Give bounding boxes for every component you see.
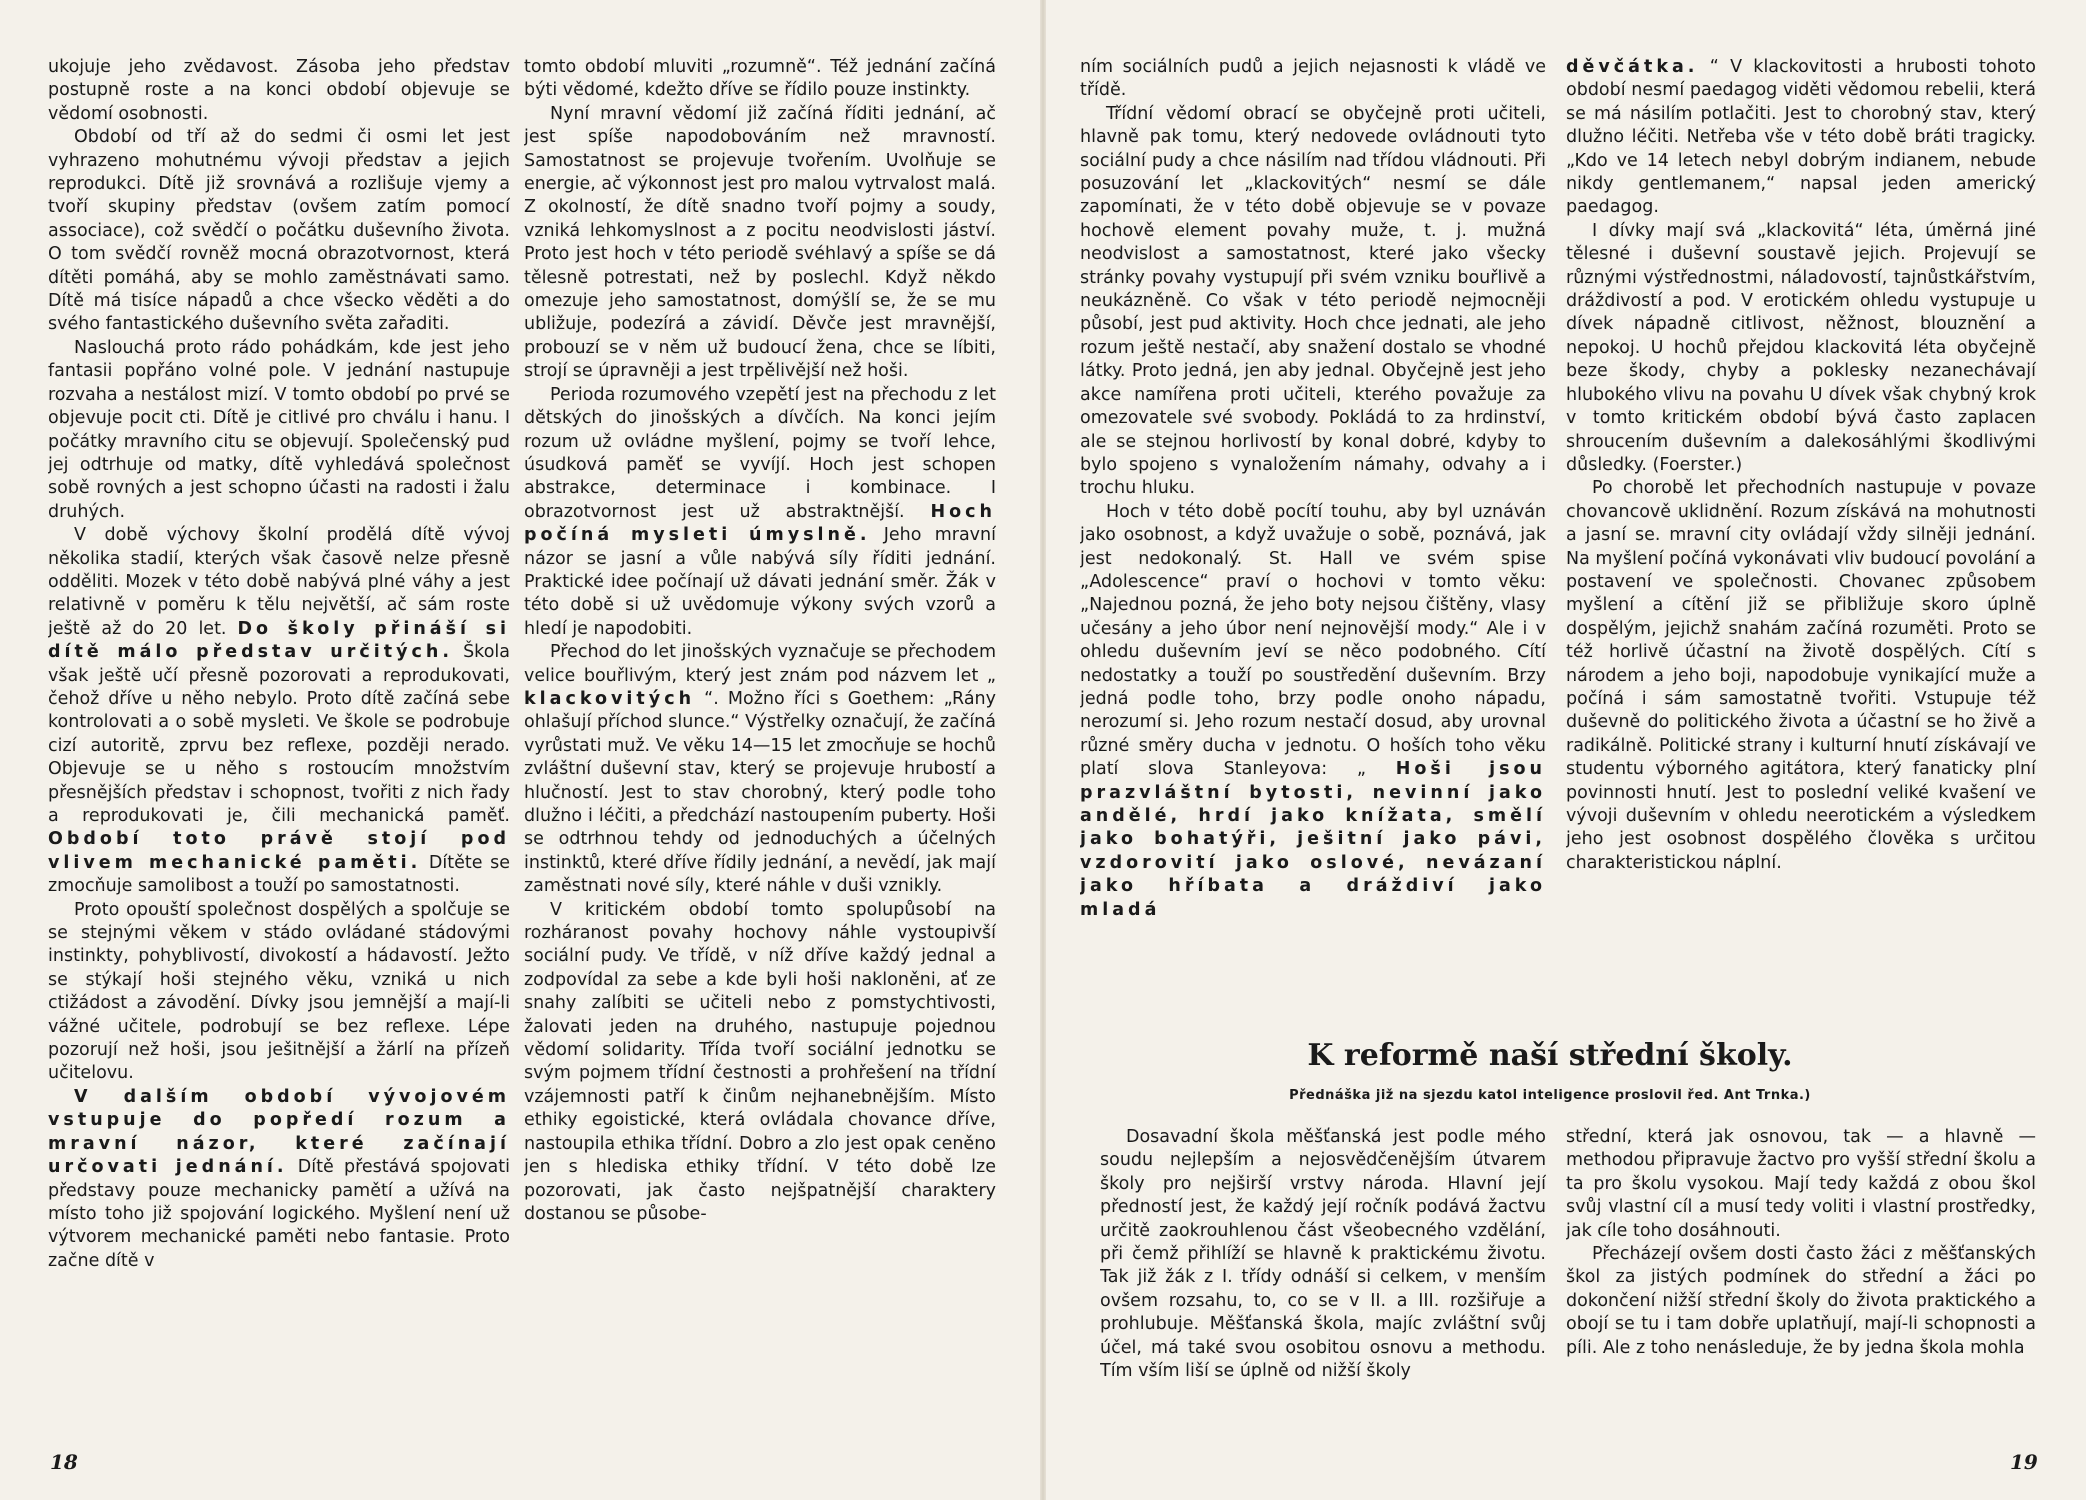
left-page-column-2 xyxy=(524,56,996,1456)
spaced-emphasis: děvčátka. xyxy=(1566,57,1699,77)
paragraph xyxy=(1566,1126,2036,1243)
paragraph-text: Škola však ještě učí přesně pozorovati a reprodukovati, čehož dříve u něho nebylo. Proto dítě začíná sebe kontrolovati a o sobě mysleti. Ve škole se podrobuje cizí autoritě, zprvu bez reflexe, později nerado. Objevuje se u něho s rostoucím množstvím přesnějších představ i schopnost, tvořiti z nich řady a reprodukovati je, čili mechanická paměť. xyxy=(48,642,510,826)
page-number-right: 19 xyxy=(2010,1450,2038,1474)
paragraph xyxy=(1080,56,1546,103)
paragraph-text: tomto období mluviti „rozumně“. Též jednání začíná býti vědomé, kdežto dříve se řídilo pouze instinkty. xyxy=(524,57,996,101)
spaced-emphasis: klackovitých xyxy=(524,688,696,709)
paragraph-text: Přechod do let jinošských vyznačuje se přechodem velice bouřlivým, který jest znám pod názvem let „ xyxy=(524,642,996,686)
paragraph-text: I dívky mají svá „klackovitá“ léta, úměrná jiné tělesné i duševní soustavě jejich. Projevují se různými výstřednostmi, náladovostí, tajnůstkářstvím, dráždivostí a pod. V erotickém ohledu vystupuje u dívek nápadně citlivost, něžnost, blouznění a nepokoj. U hochů přejdou klackovitá léta obyčejně beze škody, chyby a poklesky nezanechávají hlubokého vlivu na povahu U dívek však chybný krok v tomto kritickém období bývá často zaplacen shroucením duševním a dalekosáhlými škodlivými důsledky. (Foerster.) xyxy=(1566,220,2036,475)
paragraph-text: Po chorobě let přechodních nastupuje v povaze chovancově uklidnění. Rozum získává na mohutnosti a jasní se. mravní city ovládají vždy silněji jednání. Na myšlení počíná vykonávati vliv budoucí povolání a postavení ve společnosti. Chovanec způsobem myšlení a cítění již se přibližuje skoro úplně dospělým, jejichž snahám začíná rozuměti. Proto se též horlivě účastní na životě dospělých. Cítí s národem a jeho boji, napodobuje vynikající muže a počíná i sám samostatně tvořiti. Vstupuje též duševně do politického života a účastní se ho živě a radikálně. Politické strany i kulturní hnutí získávají ve studentu výborného agitátora, který fanaticky plní povinnosti hnutí. Jest to poslední veliké kvašení ve vývoji duševním v ohledu neerotickém a výsledkem jeho jest osobnost dospělého člověka s určitou charakteristickou náplní. xyxy=(1566,478,2036,873)
paragraph xyxy=(1080,103,1546,501)
paragraph xyxy=(1566,220,2036,477)
paragraph xyxy=(1566,56,2036,220)
paragraph xyxy=(48,126,510,337)
spaced-emphasis: Do školy přináší si dítě málo představ určitých. xyxy=(48,618,510,663)
article-subtitle: Přednáška již na sjezdu katol inteligence proslovil řed. Ant Trnka.) xyxy=(1289,1088,1811,1103)
paragraph-text: Přecházejí ovšem dosti často žáci z měšťanských škol za jistých podmínek do střední a žáci po dokončení nižší střední školy do života praktického a obojí se tu i tam dobře uplatňují, mají-li schopnosti a píli. Ale z toho nenásleduje, že by jedna škola mohla xyxy=(1566,1244,2036,1358)
spaced-emphasis: Hoši jsou prazvláštní bytosti, nevinní jako andělé, hrdí jako knížata, smělí jako bohatýři, ješitní jako pávi, vzdorovití jako oslové, nevázaní jako hříbata a dráždiví jako mladá xyxy=(1080,759,1546,920)
paragraph xyxy=(1100,1126,1546,1383)
page-number-left: 18 xyxy=(50,1450,78,1474)
right-page-column-2 xyxy=(1566,56,2036,1016)
paragraph xyxy=(524,56,996,103)
paragraph-text: Hoch v této době pocítí touhu, aby byl uznáván jako osobnost, a když uvažuje o sobě, poznává, jak jest nedokonalý. St. Hall ve svém spise „Adolescence“ praví o hochovi v tomto věku: „Najednou pozná, že jeho boty nejsou čištěny, vlasy učesány a jeho úbor není nejnovější mody.“ Ale i v ohledu duševním jeví se něco podobného. Cítí nedostatky a touží po soustředění duševním. Brzy jedná podle toho, brzy podle onoho nápadu, nerozumí si. Jeho rozum nestačí dosud, aby urovnal různé směry ducha v jednotu. O hoších toho věku platí slova Stanleyova: „ xyxy=(1080,501,1546,780)
paragraph-text: Dítě přestává spojovati představy pouze mechanicky pamětí a užívá na místo toho již spojování logického. Myšlení není už výtvorem mechanické paměti nebo fantasie. Proto začne dítě v xyxy=(48,1157,510,1271)
paragraph xyxy=(524,384,996,641)
paragraph-text: Dítěte se zmocňuje samolibost a touží po samostatnosti. xyxy=(48,852,510,897)
left-page-column-1 xyxy=(48,56,510,1456)
paragraph-text: Období od tří až do sedmi či osmi let jest vyhrazeno mohutnému vývoji představ a jejich reprodukci. Dítě již srovnává a rozlišuje vjemy a tvoří skupiny představ (ovšem zatím pomocí associace), což svědčí o počátku duševního života. O tom svědčí rovněž mocná obrazotvornost, která dítěti pomáhá, aby se mohlo zaměstnávati samo. Dítě má tisíce nápadů a chce všecko věděti a do svého fantastického duševního světa zařaditi. xyxy=(48,127,510,335)
article-title: K reformě naší střední školy. xyxy=(1307,1038,1793,1073)
paragraph-text: V době výchovy školní prodělá dítě vývoj několika stadií, kterých však časově nelze přesně odděliti. Mozek v této době nabývá plné váhy a jest relativně v poměru k tělu největší, ač sám roste ještě až do 20 let. xyxy=(48,525,510,639)
paragraph-text: Dosavadní škola měšťanská jest podle mého soudu nejlepším a nejosvědčenějším útvarem školy pro nejširší vrstvy národa. Hlavní její předností jest, že každý její ročník podává žactvu určitě zaokrouhlenou část všeobecného vzdělání, při čemž přihlíží se hlavně k praktickému životu. Tak již žák z I. třídy odnáší si celkem, v menším ovšem rozsahu, to, co se v II. a III. rozšiřuje a prohlubuje. Měšťanská škola, majíc zvláštní svůj účel, má také svou osobitou osnovu a methodu. Tím vším liší se úplně od nižší školy xyxy=(1100,1127,1546,1382)
paragraph-text: střední, která jak osnovou, tak — a hlavně — methodou připravuje žactvo pro vyšší střední školu a ta pro školu vysokou. Mají tedy každá z obou škol svůj vlastní cíl a musí tedy voliti i vlastní prostředky, jak cíle toho dosáhnouti. xyxy=(1566,1127,2036,1241)
book-gutter xyxy=(1040,0,1046,1500)
article-column-1 xyxy=(1100,1126,1546,1456)
paragraph-text: ukojuje jeho zvědavost. Zásoba jeho představ postupně roste a na konci období objevuje se vědomí osobnosti. xyxy=(48,57,510,124)
paragraph xyxy=(1566,477,2036,875)
paragraph xyxy=(48,56,510,126)
paragraph xyxy=(1566,1243,2036,1360)
paragraph-text: Proto opouští společnost dospělých a spolčuje se se stejnými věkem v stádo ovládané stádovými instinkty, pohyblivostí, divokostí a hádavostí. Ježto se stýkají hoši stejného věku, vzniká u nich ctižádost a závodění. Dívky jsou jemnější a mají-li vážné učitele, podrobují se bez reflexe. Lépe pozorují než hoši, jsou ješitnější a žárlí na přízeň učitelovu. xyxy=(48,899,510,1084)
spaced-emphasis: Období toto právě stojí pod vlivem mechanické paměti. xyxy=(48,829,510,873)
right-page-column-1 xyxy=(1080,56,1546,1016)
paragraph-text: Jeho mravní názor se jasní a vůle nabývá síly říditi jednání. Praktické idee počínají už dávati jednání směr. Žák v této době si už uvědomuje výkony svých vzorů a hledí je napodobiti. xyxy=(524,525,996,639)
paragraph xyxy=(48,524,510,899)
paragraph xyxy=(48,337,510,524)
paragraph-text: V kritickém období tomto spolupůsobí na rozháranost povahy hochovy náhle vystoupivší sociální pudy. Ve třídě, v níž dříve každý jednal a zodpovídal za sebe a kde byli hoši nakloněni, ať ze snahy zalíbiti se učiteli nebo z pomstychtivosti, žalovati jeden na druhého, nastupuje pojednou vědomí solidarity. Třída tvoří sociální jednotku se svým pojmem třídní čestnosti a prohřešení na třídní vzájemnosti patří k činům nejhanebnějším. Místo ethiky egoistické, která ovládala chovance dříve, nastoupila ethika třídní. Dobro a zlo jest opak ceněno jen s hlediska ethiky třídní. V této době lze pozorovati, jak často nejšpatnější charaktery dostanou se působe- xyxy=(524,899,996,1224)
article-column-2 xyxy=(1566,1126,2036,1456)
spaced-emphasis: Hoch počíná mysleti úmyslně. xyxy=(524,501,996,546)
paragraph xyxy=(524,641,996,898)
paragraph xyxy=(1080,501,1546,922)
paragraph xyxy=(524,899,996,1227)
paragraph-text: “. Možno říci s Goethem: „Rány ohlašují příchod slunce.“ Výstřelky označují, že začíná vyrůstati muž. Ve věku 14—15 let zmocňuje se hochů zvláštní duševní stav, který se projevuje hrubostí a hlučností. Jest to stav chorobný, který podle toho dlužno i léčiti, a předchází nastoupením puberty. Hoši se odtrhnou tehdy od jednoduchých a účelných instinktů, které dříve řídily jednání, a nevědí, jak mají zaměstnati nové síly, které náhle v duši vznikly. xyxy=(524,688,996,897)
paragraph-text: ním sociálních pudů a jejich nejasnosti k vládě ve třídě. xyxy=(1080,57,1546,101)
paragraph-text: “ V klackovitosti a hrubosti tohoto období nesmí paedagog viděti vědomou rebelii, která se má násilím potlačiti. Jest to chorobný stav, který dlužno léčiti. Netřeba vše v této době bráti tragicky. „Kdo ve 14 letech nebyl dobrým indianem, nebude nikdy gentlemanem,“ napsal jeden americký paedagog. xyxy=(1566,57,2036,218)
paragraph xyxy=(524,103,996,384)
paragraph-text: Třídní vědomí obrací se obyčejně proti učiteli, hlavně pak tomu, který nedovede ovládnouti tyto sociální pudy a chce násilím nad třídou vládnouti. Při posuzování let „klackovitých“ nesmí se dále zapomínati, že v této době objevuje se v povaze hochově element povahy muže, t. j. mužná neodvislost a samostatnost, které jako všecky stránky povahy vystupují při svém vzniku bouřlivě a neukázněně. Co však v této periodě nejmocněji působí, jest pud aktivity. Hoch chce jednati, ale jeho rozum ještě nestačí, aby snažení dostalo se vhodné látky. Proto jedná, jen aby jednal. Obyčejně jest jeho akce namířena proti učiteli, kterého považuje za omezovatele své svobody. Pokládá to za hrdinství, ale se stejnou horlivostí by konal dobré, kdyby to bylo spojeno s vynaložením námahy, odvahy a i trochu hluku. xyxy=(1080,103,1546,499)
paragraph xyxy=(48,899,510,1086)
paragraph-text: Naslouchá proto rádo pohádkám, kde jest jeho fantasii popřáno volné pole. V jednání nastupuje rozvaha a nestálost mizí. V tomto období po prvé se objevuje pocit cti. Dítě je citlivé pro chválu i hanu. I počátky mravního citu se objevují. Společenský pud jej odtrhuje od matky, dítě vyhledává společnost sobě rovných a jest schopno účasti na radosti i žalu druhých. xyxy=(48,337,510,522)
paragraph-text: Perioda rozumového vzepětí jest na přechodu z let dětských do jinošských a dívčích. Na konci jejím rozum už ovládne myšlení, pojmy se tvoří lehce, úsudková paměť se vyvíjí. Hoch jest schopen abstrakce, determinace i kombinace. I obrazotvornost jest už abstraktnější. xyxy=(524,384,996,522)
paragraph-text: Nyní mravní vědomí již začíná říditi jednání, ač jest spíše napodobováním než mravností. Samostatnost se projevuje tvořením. Uvolňuje se energie, ač výkonnost jest pro malou vytrvalost malá. Z okolností, že dítě snadno tvoří pojmy a soudy, vzniká lehkomyslnost a z pocitu neodvislosti jáství. Proto jest hoch v této periodě svéhlavý a spíše se dá tělesně potrestati, než by poslechl. Když někdo omezuje jeho samostatnost, domýšlí se, že se mu ubližuje, podezírá a závidí. Děvče jest mravnější, probouzí se v něm už budoucí žena, chce se líbiti, strojí se úpravněji a jest trpělivější než hoši. xyxy=(524,103,996,382)
spaced-emphasis: V dalším období vývojovém vstupuje do popředí rozum a mravní názor, které začínají určovati jednání. xyxy=(48,1086,510,1178)
paragraph xyxy=(48,1086,510,1273)
